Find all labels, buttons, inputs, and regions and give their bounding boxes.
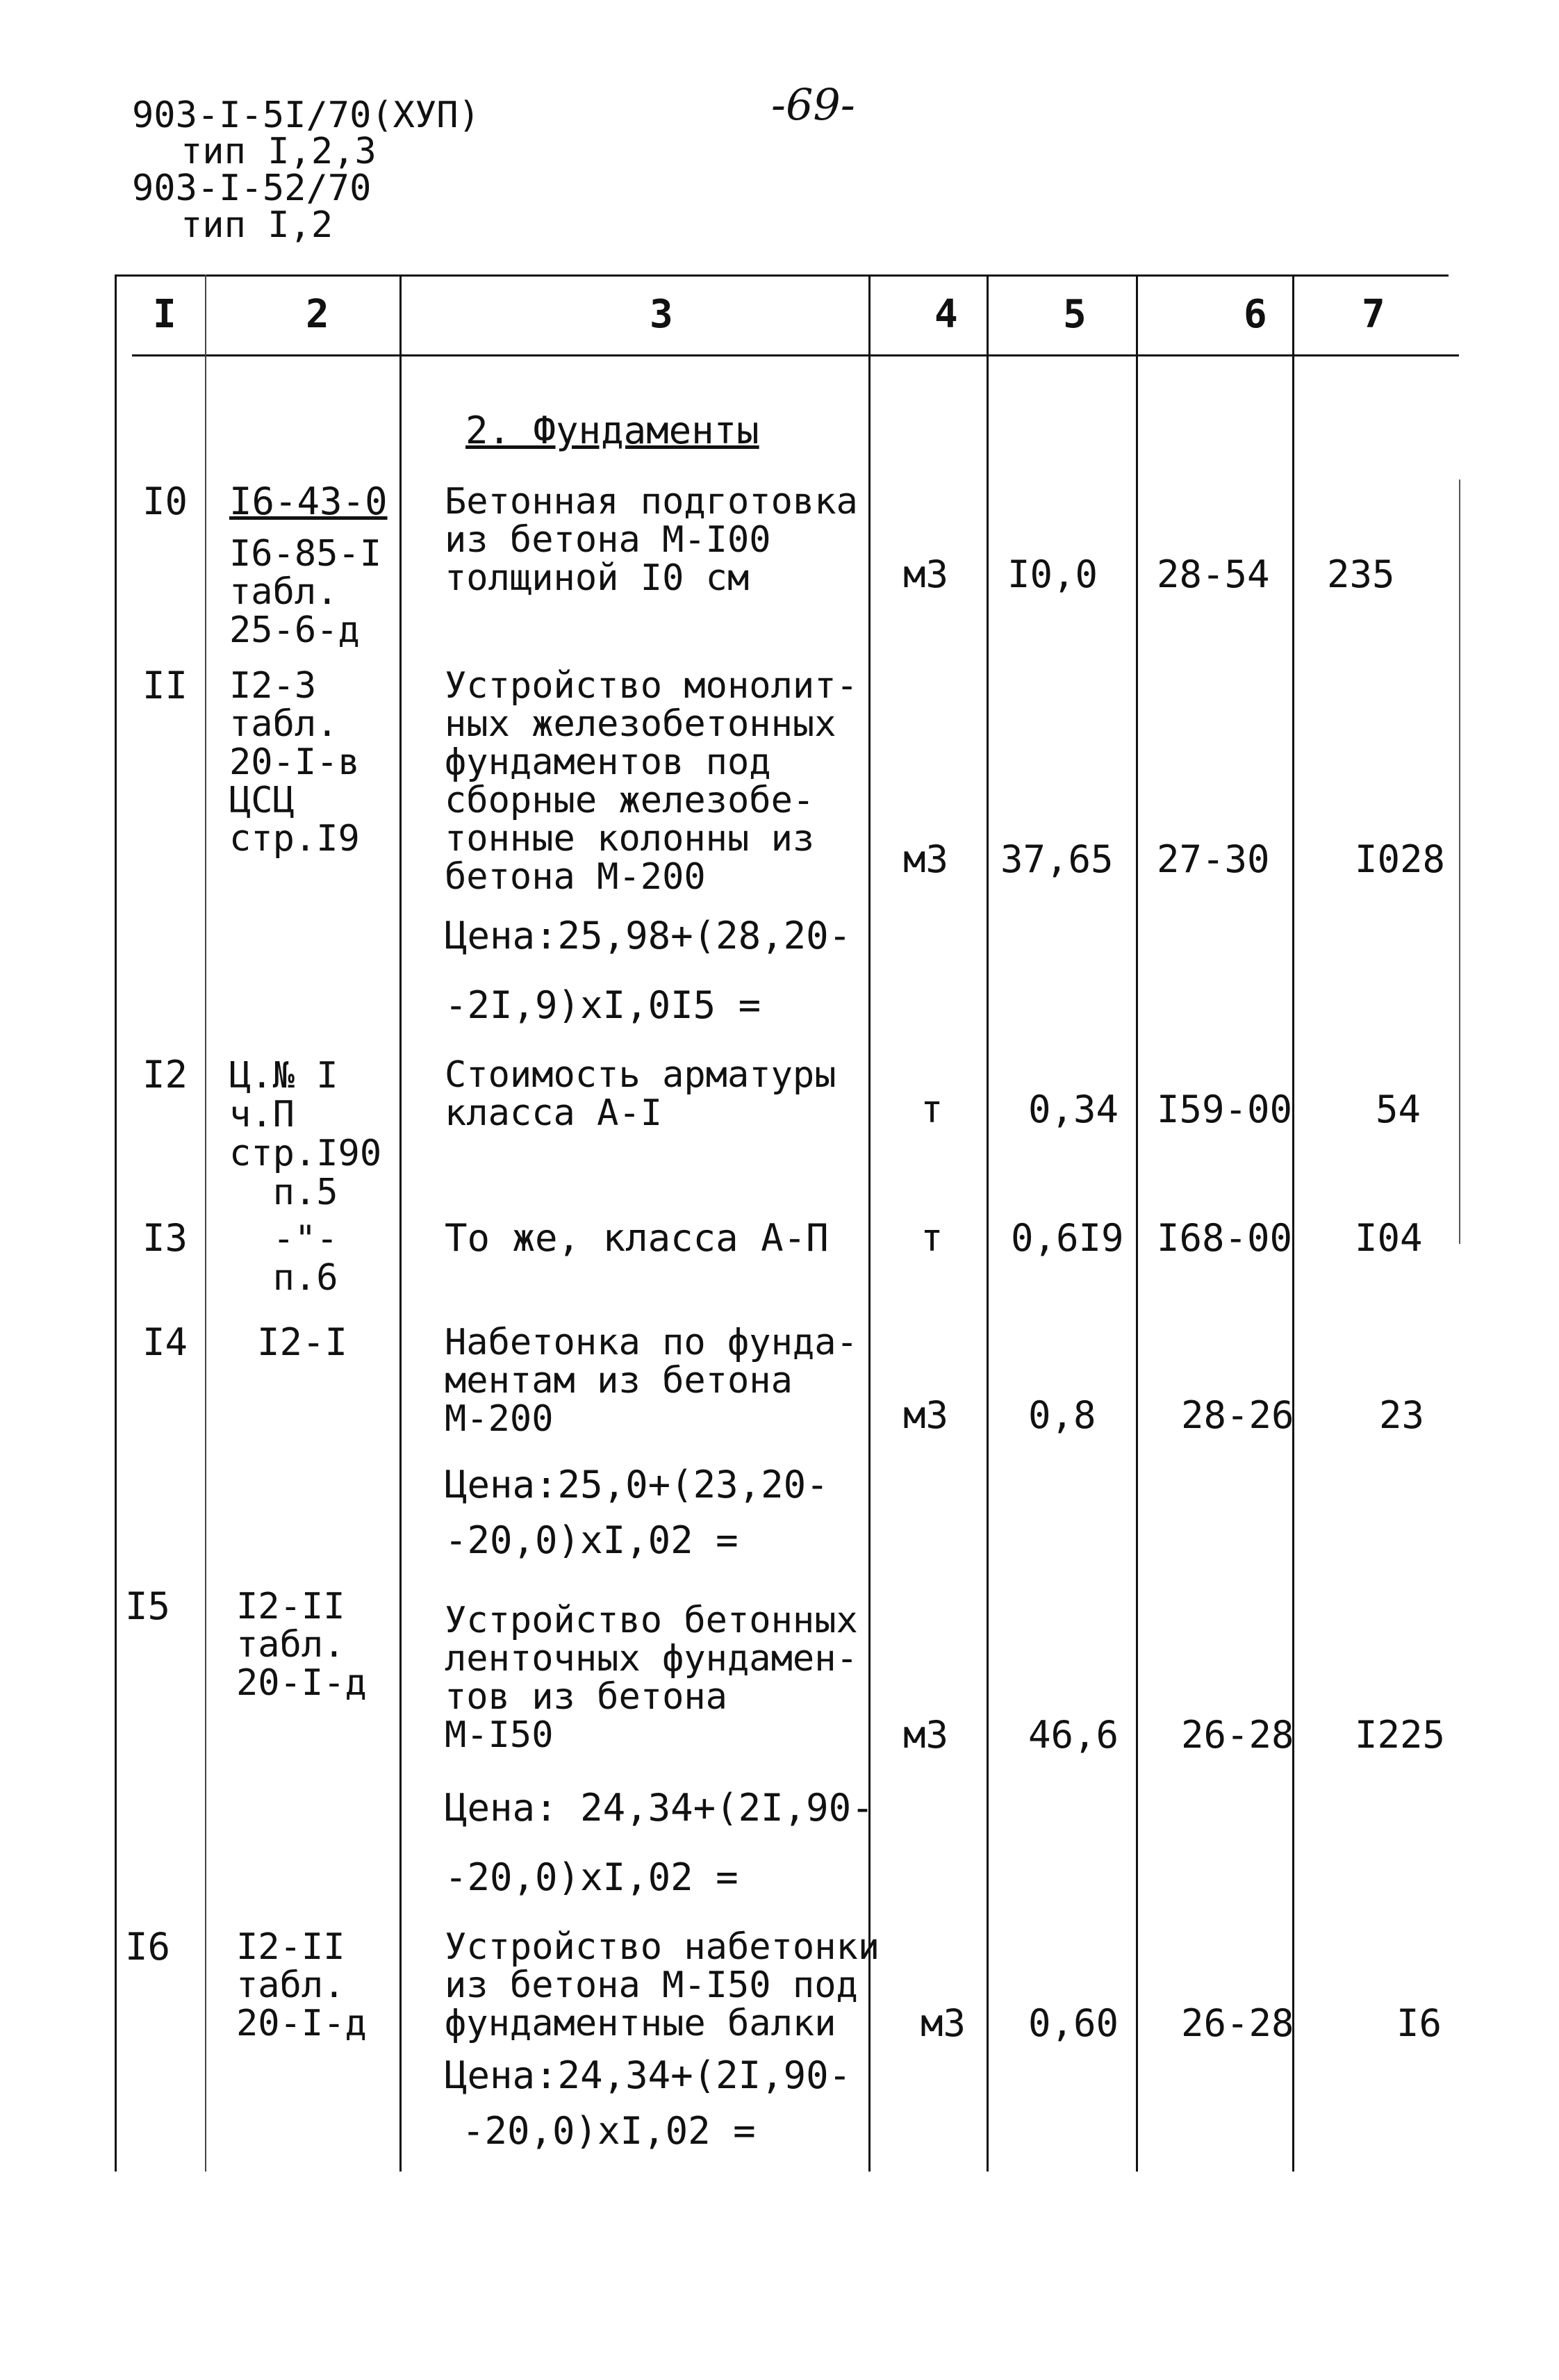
row-price: 26-28 bbox=[1181, 1713, 1294, 1757]
col-header-7: 7 bbox=[1362, 292, 1385, 337]
table-left-border bbox=[115, 274, 117, 2172]
table-top-rule bbox=[115, 274, 1449, 277]
row-ref: I2-II табл. 20-I-д bbox=[236, 1586, 367, 1704]
row-ref: I6-85-I табл. 25-6-д bbox=[229, 533, 382, 651]
row-total: I028 bbox=[1355, 837, 1446, 881]
col-divider-2 bbox=[399, 274, 402, 2172]
row-num: II bbox=[142, 664, 188, 707]
col-header-1: I bbox=[153, 292, 176, 337]
row-desc: То же, класса А-П bbox=[445, 1216, 829, 1260]
page-number: -69- bbox=[771, 79, 855, 130]
row-ref: I2-3 табл. 20-I-в ЦСЦ стр.I9 bbox=[229, 665, 360, 860]
row-unit: м3 bbox=[903, 1393, 949, 1437]
col-header-4: 4 bbox=[934, 292, 958, 337]
row-qty: 0,34 bbox=[1028, 1088, 1119, 1131]
col-divider-5 bbox=[1136, 274, 1138, 2172]
row-calc-line2: -20,0)xI,02 = bbox=[462, 2109, 756, 2153]
row-price: I68-00 bbox=[1157, 1216, 1293, 1260]
col-divider-1 bbox=[205, 274, 206, 2172]
col-header-5: 5 bbox=[1063, 292, 1087, 337]
col-header-2: 2 bbox=[306, 292, 329, 337]
row-qty: 37,65 bbox=[1000, 837, 1114, 881]
row-price: 28-54 bbox=[1157, 552, 1270, 596]
row-calc-line1: Цена:25,0+(23,20- bbox=[445, 1463, 829, 1507]
table-header-rule bbox=[132, 354, 1459, 356]
row-desc: Устройство бетонных ленточных фундамен- тов из бетона М-I50 bbox=[445, 1600, 858, 1756]
row-unit: т bbox=[921, 1216, 943, 1260]
row-qty: I0,0 bbox=[1007, 552, 1098, 596]
row-num: I4 bbox=[142, 1320, 188, 1364]
doc-code-1: 903-I-5I/70(XУП) bbox=[132, 95, 480, 136]
row-price: 26-28 bbox=[1181, 2001, 1294, 2045]
row-ref: -"- п.6 bbox=[272, 1218, 338, 1299]
row-price: I59-00 bbox=[1157, 1088, 1293, 1131]
row-calc-line1: Цена: 24,34+(2I,90- bbox=[445, 1786, 874, 1830]
section-title: 2. Фундаменты bbox=[465, 409, 759, 452]
row-ref-primary: I6-43-0 bbox=[229, 479, 388, 523]
doc-code-2: 903-I-52/70 bbox=[132, 167, 372, 209]
row-total: 23 bbox=[1379, 1393, 1425, 1437]
row-price: 27-30 bbox=[1157, 837, 1270, 881]
row-calc-line2: -2I,9)xI,0I5 = bbox=[445, 983, 761, 1027]
row-unit: т bbox=[921, 1088, 943, 1131]
row-num: I3 bbox=[142, 1216, 188, 1260]
row-desc: Стоимость арматуры класса А-I bbox=[445, 1054, 836, 1134]
row-calc-line1: Цена:25,98+(28,20- bbox=[445, 914, 852, 958]
row-price: 28-26 bbox=[1181, 1393, 1294, 1437]
row-total: I225 bbox=[1355, 1713, 1446, 1757]
row-qty: 0,8 bbox=[1028, 1393, 1096, 1437]
row-calc-line1: Цена:24,34+(2I,90- bbox=[445, 2053, 852, 2097]
row-unit: м3 bbox=[903, 1713, 949, 1757]
row-calc-line2: -20,0)xI,02 = bbox=[445, 1518, 739, 1562]
row-num: I2 bbox=[142, 1053, 188, 1097]
row-num: I6 bbox=[125, 1925, 171, 1969]
row-num: I0 bbox=[142, 479, 188, 523]
row-unit: м3 bbox=[903, 837, 949, 881]
table-right-mark bbox=[1459, 479, 1460, 1244]
row-unit: м3 bbox=[903, 552, 949, 596]
col-header-3: 3 bbox=[650, 292, 673, 337]
row-qty: 0,6I9 bbox=[1011, 1216, 1124, 1260]
row-total: I6 bbox=[1396, 2001, 1442, 2045]
col-header-6: 6 bbox=[1244, 292, 1267, 337]
row-total: I04 bbox=[1355, 1216, 1423, 1260]
row-num: I5 bbox=[125, 1584, 171, 1628]
row-desc: Набетонка по фунда- ментам из бетона М-200 bbox=[445, 1322, 858, 1440]
row-qty: 0,60 bbox=[1028, 2001, 1119, 2045]
row-calc-line2: -20,0)xI,02 = bbox=[445, 1855, 739, 1899]
row-total: 235 bbox=[1327, 552, 1395, 596]
row-ref: I2-II табл. 20-I-д bbox=[236, 1926, 367, 2044]
row-total: 54 bbox=[1376, 1088, 1421, 1131]
row-qty: 46,6 bbox=[1028, 1713, 1119, 1757]
row-ref: Ц.№ I ч.П стр.I90 п.5 bbox=[229, 1055, 382, 1213]
row-desc: Устройство набетонки из бетона М-I50 под фундаментные балки bbox=[445, 1926, 880, 2044]
row-unit: м3 bbox=[921, 2001, 966, 2045]
row-desc: Бетонная подготовка из бетона М-I00 толщиной I0 см bbox=[445, 481, 858, 599]
doc-type-1: тип I,2,3 bbox=[181, 131, 377, 172]
doc-type-2: тип I,2 bbox=[181, 204, 333, 246]
col-divider-4 bbox=[987, 274, 989, 2172]
row-ref: I2-I bbox=[257, 1320, 348, 1364]
col-divider-3 bbox=[868, 274, 871, 2172]
row-desc: Устройство монолит- ных железобетонных фундаментов под сборные железобе- тонные колонны из бетона М-200 bbox=[445, 665, 858, 898]
col-divider-6 bbox=[1292, 274, 1294, 2172]
